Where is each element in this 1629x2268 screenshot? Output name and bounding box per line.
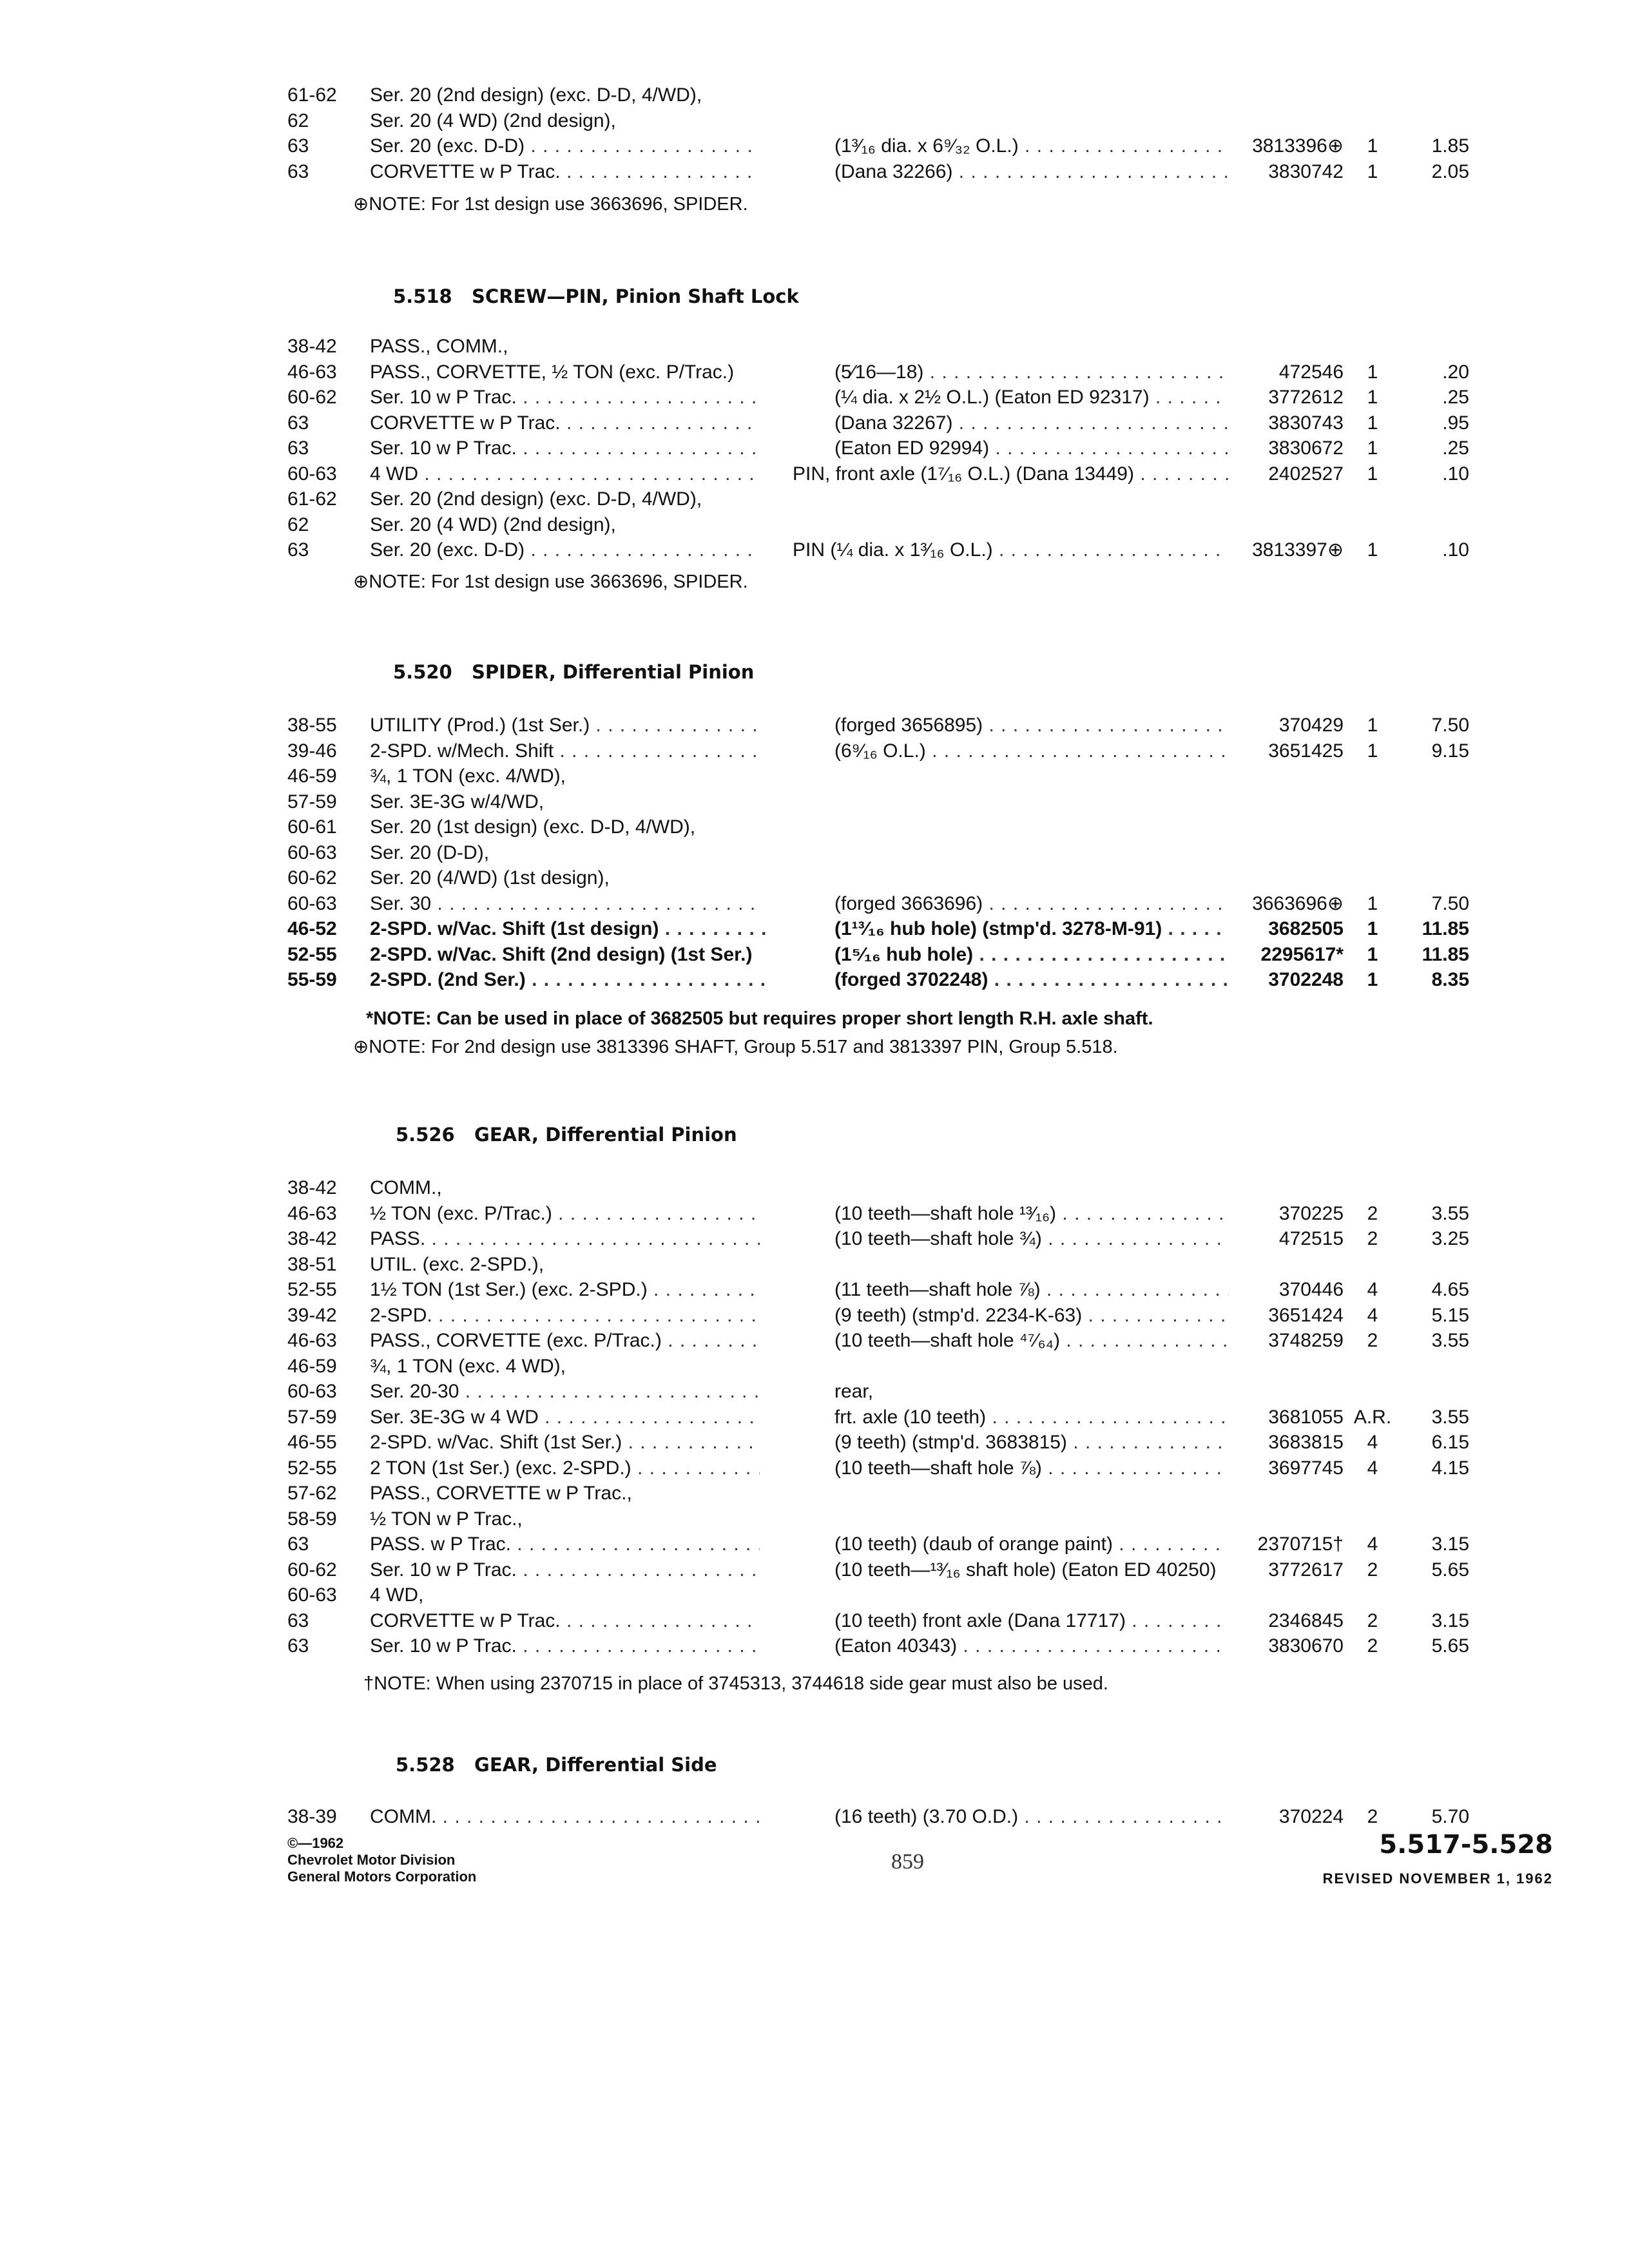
- part-number-cell: 472515: [1278, 1228, 1344, 1249]
- price-cell: 6.15: [1431, 1432, 1469, 1453]
- group-range: 5.517-5.528: [1379, 1830, 1553, 1860]
- description-cell: PASS., CORVETTE w P Trac.,: [370, 1483, 632, 1504]
- quantity-cell: 1: [1367, 437, 1378, 459]
- specification-cell: (¼ dia. x 2½ O.L.) (Eaton ED 92317) . . .: [834, 385, 1229, 410]
- description-cell: ¾, 1 TON (exc. 4 WD),: [370, 1355, 566, 1377]
- part-number-cell: 370224: [1278, 1806, 1344, 1827]
- description-cell: Ser. 20 (2nd design) (exc. D-D, 4/WD),: [370, 488, 702, 510]
- description-cell: Ser. 20 (exc. D-D) . . .: [370, 133, 760, 159]
- group-5520-table: [0, 713, 1629, 993]
- specification-cell: (Dana 32267) . . .: [834, 410, 1229, 436]
- price-cell: .20: [1442, 361, 1469, 383]
- part-number-cell: 3663696⊕: [1252, 892, 1344, 914]
- description-cell: 2-SPD. w/Mech. Shift . . .: [370, 738, 760, 764]
- section-heading: [396, 1753, 717, 1778]
- quantity-cell: 4: [1367, 1457, 1378, 1479]
- price-cell: 4.65: [1431, 1279, 1469, 1300]
- description-cell: Ser. 20 (exc. D-D) . . .: [370, 537, 760, 563]
- part-number-cell: 2370715†: [1257, 1533, 1344, 1555]
- years-cell: 60-61: [287, 816, 337, 838]
- quantity-cell: 2: [1367, 1330, 1378, 1351]
- specification-cell: (16 teeth) (3.70 O.D.) . . .: [834, 1804, 1229, 1830]
- group-number: 5.518: [393, 285, 452, 307]
- price-cell: 3.55: [1431, 1406, 1469, 1428]
- table-row: [0, 82, 1629, 108]
- quantity-cell: 1: [1367, 539, 1378, 561]
- table-row: [0, 942, 1629, 968]
- quantity-cell: 2: [1367, 1635, 1378, 1657]
- group-5517-table: [0, 82, 1629, 184]
- years-cell: 63: [287, 539, 309, 561]
- table-row: [0, 436, 1629, 461]
- quantity-cell: 1: [1367, 135, 1378, 157]
- table-row: [0, 1354, 1629, 1379]
- quantity-cell: 1: [1367, 412, 1378, 434]
- description-cell: 2-SPD. . . .: [370, 1303, 760, 1329]
- years-cell: 60-62: [287, 387, 337, 408]
- quantity-cell: 1: [1367, 160, 1378, 182]
- price-cell: 7.50: [1431, 892, 1469, 914]
- years-cell: 38-42: [287, 336, 337, 357]
- price-cell: 5.65: [1431, 1635, 1469, 1657]
- price-cell: 3.55: [1431, 1330, 1469, 1351]
- part-number-cell: 2295617*: [1260, 943, 1344, 965]
- description-cell: Ser. 20 (4 WD) (2nd design),: [370, 514, 616, 535]
- quantity-cell: 2: [1367, 1806, 1378, 1827]
- group-5526-table: [0, 1175, 1629, 1659]
- table-row: [0, 108, 1629, 134]
- description-cell: Ser. 20 (4 WD) (2nd design),: [370, 110, 616, 131]
- copyright: ©—1962: [287, 1835, 344, 1851]
- price-cell: .95: [1442, 412, 1469, 434]
- specification-cell: (10 teeth—shaft hole ⅞) . . .: [834, 1456, 1229, 1481]
- specification-cell: (Dana 32266) . . .: [834, 159, 1229, 185]
- years-cell: 46-55: [287, 1432, 337, 1453]
- specification-cell: (10 teeth—¹³⁄₁₆ shaft hole) (Eaton ED 40250): [834, 1559, 1217, 1581]
- years-cell: 60-62: [287, 1559, 337, 1581]
- quantity-cell: 1: [1367, 740, 1378, 762]
- group-5518-table: [0, 334, 1629, 563]
- corporation-name: General Motors Corporation: [287, 1869, 477, 1885]
- description-cell: Ser. 20 (1st design) (exc. D-D, 4/WD),: [370, 816, 696, 838]
- description-cell: 4 WD,: [370, 1584, 424, 1606]
- description-cell: Ser. 20 (4/WD) (1st design),: [370, 867, 610, 889]
- specification-cell: (1⁵⁄₁₆ hub hole) . . .: [834, 942, 1229, 968]
- table-row: [0, 1506, 1629, 1532]
- quantity-cell: 1: [1367, 715, 1378, 736]
- part-number-cell: 3830672: [1268, 437, 1344, 459]
- specification-cell: (10 teeth—shaft hole ¹³⁄₁₆) . . .: [834, 1201, 1229, 1227]
- specification-cell: rear,: [834, 1381, 874, 1402]
- description-cell: Ser. 3E-3G w 4 WD . . .: [370, 1405, 760, 1430]
- years-cell: 52-55: [287, 1279, 337, 1300]
- price-cell: 2.05: [1431, 160, 1469, 182]
- years-cell: 60-62: [287, 867, 337, 889]
- group-number: 5.528: [396, 1754, 455, 1776]
- part-number-cell: 3651424: [1268, 1304, 1344, 1326]
- description-cell: 2-SPD. (2nd Ser.) . . .: [370, 967, 769, 993]
- section-heading: [396, 1122, 737, 1148]
- quantity-cell: 2: [1367, 1202, 1378, 1224]
- publisher-block: [287, 1835, 476, 1885]
- years-cell: 60-63: [287, 463, 337, 485]
- years-cell: 63: [287, 1635, 309, 1657]
- table-row: [0, 486, 1629, 512]
- description-cell: Ser. 10 w P Trac. . . .: [370, 1633, 760, 1659]
- table-row: [0, 1430, 1629, 1456]
- description-cell: ½ TON w P Trac.,: [370, 1508, 523, 1530]
- years-cell: 38-39: [287, 1806, 337, 1827]
- years-cell: 52-55: [287, 1457, 337, 1479]
- group-title: SPIDER, Differential Pinion: [472, 661, 755, 683]
- price-cell: 3.15: [1431, 1533, 1469, 1555]
- quantity-cell: 4: [1367, 1304, 1378, 1326]
- specification-cell: (9 teeth) (stmp'd. 3683815) . . .: [834, 1430, 1229, 1456]
- quantity-cell: 1: [1367, 361, 1378, 383]
- years-cell: 57-59: [287, 791, 337, 812]
- price-cell: .25: [1442, 437, 1469, 459]
- price-cell: 3.25: [1431, 1228, 1469, 1249]
- part-number-cell: 3830743: [1268, 412, 1344, 434]
- table-row: [0, 1532, 1629, 1557]
- table-row: [0, 410, 1629, 436]
- table-row: [0, 385, 1629, 410]
- group-title: GEAR, Differential Side: [474, 1754, 717, 1776]
- years-cell: 60-63: [287, 841, 337, 863]
- years-cell: 61-62: [287, 84, 337, 106]
- specification-cell: (10 teeth) (daub of orange paint) . . .: [834, 1532, 1229, 1557]
- years-cell: 60-63: [287, 1381, 337, 1402]
- description-cell: Ser. 20-30 . . .: [370, 1379, 760, 1405]
- quantity-cell: 4: [1367, 1279, 1378, 1300]
- table-row: [0, 1226, 1629, 1252]
- description-cell: ½ TON (exc. P/Trac.) . . .: [370, 1201, 760, 1227]
- table-row: [0, 814, 1629, 840]
- description-cell: COMM.,: [370, 1177, 442, 1198]
- years-cell: 39-42: [287, 1304, 337, 1326]
- group-title: SCREW—PIN, Pinion Shaft Lock: [472, 285, 799, 307]
- quantity-cell: A.R.: [1353, 1406, 1392, 1428]
- years-cell: 39-46: [287, 740, 337, 762]
- specification-cell: PIN, front axle (1⁷⁄₁₆ O.L.) (Dana 13449) . . .: [793, 461, 1229, 487]
- description-cell: 4 WD . . .: [370, 461, 760, 487]
- specification-cell: (6⁹⁄₁₆ O.L.) . . .: [834, 738, 1229, 764]
- quantity-cell: 1: [1367, 892, 1378, 914]
- part-number-cell: 3683815: [1268, 1432, 1344, 1453]
- group-5528-table: [0, 1804, 1629, 1830]
- quantity-cell: 4: [1367, 1533, 1378, 1555]
- price-cell: 8.35: [1431, 969, 1469, 990]
- part-number-cell: 2402527: [1268, 463, 1344, 485]
- quantity-cell: 1: [1367, 463, 1378, 485]
- years-cell: 57-59: [287, 1406, 337, 1428]
- table-row: [0, 334, 1629, 360]
- description-cell: Ser. 10 w P Trac. . . .: [370, 385, 760, 410]
- group-title: GEAR, Differential Pinion: [474, 1124, 737, 1146]
- specification-cell: (1³⁄₁₆ dia. x 6⁹⁄₃₂ O.L.) . . .: [834, 133, 1229, 159]
- table-row: [0, 1405, 1629, 1430]
- quantity-cell: 4: [1367, 1432, 1378, 1453]
- table-row: [0, 1201, 1629, 1227]
- group-number: 5.520: [393, 661, 452, 683]
- years-cell: 46-59: [287, 1355, 337, 1377]
- footnote: *NOTE: Can be used in place of 3682505 but requires proper short length R.H. axle shaft.: [366, 1008, 1153, 1029]
- years-cell: 62: [287, 110, 309, 131]
- section-heading: [393, 660, 754, 686]
- description-cell: CORVETTE w P Trac. . . .: [370, 1608, 760, 1634]
- price-cell: 4.15: [1431, 1457, 1469, 1479]
- table-row: [0, 1328, 1629, 1354]
- page-number: 859: [891, 1850, 924, 1874]
- description-cell: CORVETTE w P Trac. . . .: [370, 410, 760, 436]
- quantity-cell: 2: [1367, 1610, 1378, 1631]
- table-row: [0, 1252, 1629, 1278]
- price-cell: .10: [1442, 539, 1469, 561]
- years-cell: 46-63: [287, 361, 337, 383]
- part-number-cell: 3830742: [1268, 160, 1344, 182]
- table-row: [0, 1303, 1629, 1329]
- description-cell: CORVETTE w P Trac. . . .: [370, 159, 760, 185]
- price-cell: 9.15: [1431, 740, 1469, 762]
- table-row: [0, 360, 1629, 385]
- table-row: [0, 738, 1629, 764]
- description-cell: Ser. 20 (D-D),: [370, 841, 490, 863]
- part-number-cell: 3681055: [1268, 1406, 1344, 1428]
- description-cell: Ser. 10 w P Trac. . . .: [370, 436, 760, 461]
- years-cell: 63: [287, 1533, 309, 1555]
- table-row: [0, 840, 1629, 866]
- quantity-cell: 1: [1367, 387, 1378, 408]
- part-number-cell: 370446: [1278, 1279, 1344, 1300]
- part-number-cell: 370429: [1278, 715, 1344, 736]
- years-cell: 46-59: [287, 765, 337, 787]
- specification-cell: (9 teeth) (stmp'd. 2234-K-63) . . .: [834, 1303, 1229, 1329]
- table-row: [0, 1557, 1629, 1583]
- quantity-cell: 1: [1367, 969, 1378, 990]
- years-cell: 63: [287, 412, 309, 434]
- description-cell: 2-SPD. w/Vac. Shift (1st Ser.) . . .: [370, 1430, 760, 1456]
- description-cell: 2-SPD. w/Vac. Shift (2nd design) (1st Ser.): [370, 943, 753, 965]
- table-row: [0, 1456, 1629, 1481]
- table-row: [0, 1379, 1629, 1405]
- years-cell: 63: [287, 1610, 309, 1631]
- table-row: [0, 512, 1629, 538]
- description-cell: 2-SPD. w/Vac. Shift (1st design) . . .: [370, 916, 769, 942]
- section-heading: [393, 284, 799, 310]
- revision-date: REVISED NOVEMBER 1, 1962: [1322, 1870, 1553, 1887]
- price-cell: 5.15: [1431, 1304, 1469, 1326]
- quantity-cell: 1: [1367, 943, 1378, 965]
- footnote: ⊕NOTE: For 2nd design use 3813396 SHAFT, Group 5.517 and 3813397 PIN, Group 5.518.: [353, 1037, 1118, 1057]
- specification-cell: (forged 3663696) . . .: [834, 891, 1229, 917]
- table-row: [0, 1481, 1629, 1506]
- description-cell: PASS., COMM.,: [370, 336, 508, 357]
- years-cell: 62: [287, 514, 309, 535]
- table-row: [0, 764, 1629, 789]
- specification-cell: (Eaton 40343) . . .: [834, 1633, 1229, 1659]
- table-row: [0, 1804, 1629, 1830]
- price-cell: 5.70: [1431, 1806, 1469, 1827]
- price-cell: 1.85: [1431, 135, 1469, 157]
- part-number-cell: 3702248: [1268, 969, 1344, 990]
- description-cell: PASS., CORVETTE, ½ TON (exc. P/Trac.): [370, 361, 735, 383]
- table-row: [0, 789, 1629, 815]
- specification-cell: (10 teeth) front axle (Dana 17717) . . .: [834, 1608, 1229, 1634]
- part-number-cell: 3651425: [1268, 740, 1344, 762]
- years-cell: 46-63: [287, 1202, 337, 1224]
- quantity-cell: 2: [1367, 1228, 1378, 1249]
- table-row: [0, 916, 1629, 942]
- part-number-cell: 472546: [1278, 361, 1344, 383]
- years-cell: 46-52: [287, 918, 337, 939]
- specification-cell: (10 teeth—shaft hole ¾) . . .: [834, 1226, 1229, 1252]
- price-cell: 3.55: [1431, 1202, 1469, 1224]
- specification-cell: (forged 3656895) . . .: [834, 713, 1229, 738]
- price-cell: .25: [1442, 387, 1469, 408]
- years-cell: 38-42: [287, 1228, 337, 1249]
- quantity-cell: 1: [1367, 918, 1378, 939]
- specification-cell: (1¹³⁄₁₆ hub hole) (stmp'd. 3278-M-91) . . .: [834, 916, 1229, 942]
- specification-cell: frt. axle (10 teeth) . . .: [834, 1405, 1229, 1430]
- years-cell: 46-63: [287, 1330, 337, 1351]
- price-cell: 11.85: [1422, 943, 1469, 965]
- specification-cell: (Eaton ED 92994) . . .: [834, 436, 1229, 461]
- table-row: [0, 891, 1629, 917]
- years-cell: 63: [287, 135, 309, 157]
- part-number-cell: 3772617: [1268, 1559, 1344, 1581]
- description-cell: PASS. w P Trac. . . .: [370, 1532, 760, 1557]
- description-cell: 1½ TON (1st Ser.) (exc. 2-SPD.) . . .: [370, 1277, 760, 1303]
- footnote: ⊕NOTE: For 1st design use 3663696, SPIDER.: [353, 194, 748, 215]
- years-cell: 38-55: [287, 715, 337, 736]
- table-row: [0, 461, 1629, 487]
- description-cell: Ser. 30 . . .: [370, 891, 760, 917]
- quantity-cell: 2: [1367, 1559, 1378, 1581]
- table-row: [0, 133, 1629, 159]
- specification-cell: PIN (¼ dia. x 1³⁄₁₆ O.L.) . . .: [793, 537, 1229, 563]
- part-number-cell: 370225: [1278, 1202, 1344, 1224]
- division-name: Chevrolet Motor Division: [287, 1852, 456, 1868]
- table-row: [0, 537, 1629, 563]
- price-cell: .10: [1442, 463, 1469, 485]
- price-cell: 7.50: [1431, 715, 1469, 736]
- description-cell: 2 TON (1st Ser.) (exc. 2-SPD.) . . .: [370, 1456, 760, 1481]
- years-cell: 60-63: [287, 892, 337, 914]
- part-number-cell: 3830670: [1268, 1635, 1344, 1657]
- years-cell: 38-51: [287, 1253, 337, 1275]
- part-number-cell: 3813396⊕: [1252, 135, 1344, 157]
- years-cell: 55-59: [287, 969, 337, 990]
- part-number-cell: 3813397⊕: [1252, 539, 1344, 561]
- description-cell: ¾, 1 TON (exc. 4/WD),: [370, 765, 566, 787]
- table-row: [0, 1608, 1629, 1634]
- part-number-cell: 3748259: [1268, 1330, 1344, 1351]
- years-cell: 38-42: [287, 1177, 337, 1198]
- years-cell: 57-62: [287, 1483, 337, 1504]
- specification-cell: (10 teeth—shaft hole ⁴⁷⁄₆₄) . . .: [834, 1328, 1229, 1354]
- table-row: [0, 159, 1629, 185]
- description-cell: Ser. 20 (2nd design) (exc. D-D, 4/WD),: [370, 84, 702, 106]
- table-row: [0, 1582, 1629, 1608]
- part-number-cell: 3682505: [1268, 918, 1344, 939]
- description-cell: Ser. 3E-3G w/4/WD,: [370, 791, 545, 812]
- part-number-cell: 3697745: [1268, 1457, 1344, 1479]
- description-cell: PASS. . . .: [370, 1226, 760, 1252]
- group-number: 5.526: [396, 1124, 455, 1146]
- description-cell: COMM. . . .: [370, 1804, 760, 1830]
- years-cell: 60-63: [287, 1584, 337, 1606]
- price-cell: 3.15: [1431, 1610, 1469, 1631]
- specification-cell: (11 teeth—shaft hole ⅞) . . .: [834, 1277, 1229, 1303]
- description-cell: Ser. 10 w P Trac. . . .: [370, 1557, 760, 1583]
- years-cell: 58-59: [287, 1508, 337, 1530]
- footnote: ⊕NOTE: For 1st design use 3663696, SPIDER.: [353, 572, 748, 592]
- years-cell: 52-55: [287, 943, 337, 965]
- specification-cell: (forged 3702248) . . .: [834, 967, 1229, 993]
- part-number-cell: 3772612: [1268, 387, 1344, 408]
- price-cell: 11.85: [1422, 918, 1469, 939]
- table-row: [0, 1277, 1629, 1303]
- table-row: [0, 713, 1629, 738]
- specification-cell: (5⁄16—18) . . .: [834, 360, 1229, 385]
- years-cell: 63: [287, 160, 309, 182]
- description-cell: UTIL. (exc. 2-SPD.),: [370, 1253, 545, 1275]
- table-row: [0, 967, 1629, 993]
- price-cell: 5.65: [1431, 1559, 1469, 1581]
- description-cell: PASS., CORVETTE (exc. P/Trac.) . . .: [370, 1328, 760, 1354]
- part-number-cell: 2346845: [1268, 1610, 1344, 1631]
- footnote: †NOTE: When using 2370715 in place of 3745313, 3744618 side gear must also be used.: [363, 1673, 1108, 1694]
- table-row: [0, 865, 1629, 891]
- years-cell: 63: [287, 437, 309, 459]
- years-cell: 61-62: [287, 488, 337, 510]
- table-row: [0, 1633, 1629, 1659]
- description-cell: UTILITY (Prod.) (1st Ser.) . . .: [370, 713, 760, 738]
- table-row: [0, 1175, 1629, 1201]
